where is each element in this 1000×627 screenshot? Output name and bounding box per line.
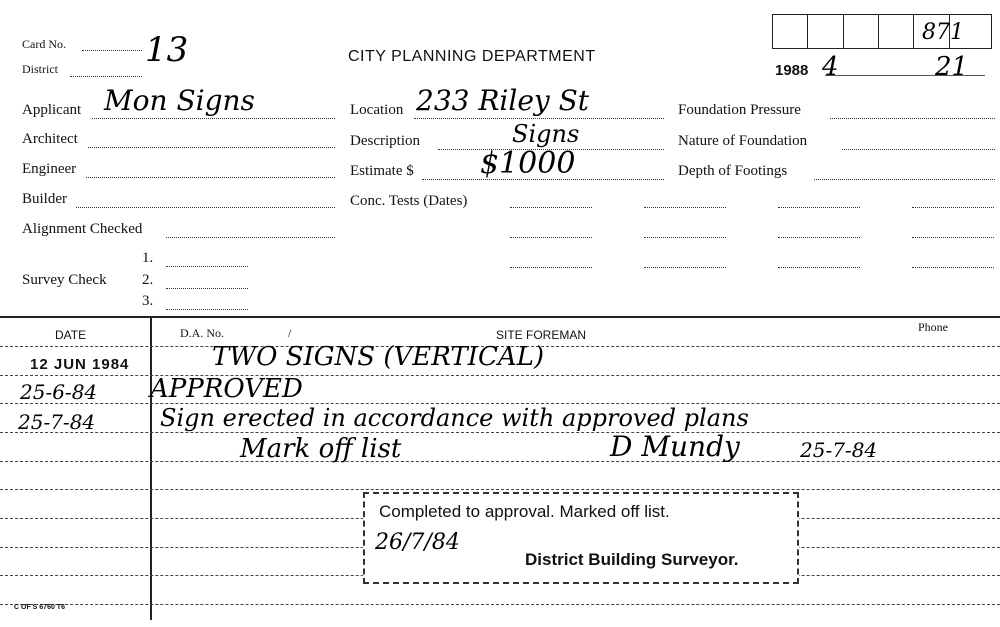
box-sub: 21: [935, 52, 969, 82]
year-print: 1988: [775, 62, 809, 79]
approval-stamp: [363, 492, 799, 584]
conc-date-line: [778, 267, 860, 268]
card-no-value: 13: [145, 30, 189, 70]
description-value: Signs: [512, 120, 580, 148]
foreman-sig-date: 25-7-84: [800, 438, 878, 462]
foundation-pressure-line: [830, 118, 995, 119]
log-entry-text: TWO SIGNS (VERTICAL): [212, 342, 545, 372]
conc-date-line: [644, 207, 726, 208]
log-rule: [0, 432, 1000, 433]
location-line: [414, 118, 664, 119]
alignment-line: [166, 237, 335, 238]
survey-line-3: [166, 309, 248, 310]
conc-date-line: [644, 267, 726, 268]
conc-date-line: [644, 237, 726, 238]
engineer-line: [86, 177, 335, 178]
district-label: District: [22, 62, 58, 76]
location-label: Location: [350, 102, 404, 118]
log-entry-date: 12 JUN 1984: [30, 356, 130, 373]
year-hand: 4: [822, 52, 839, 82]
department-title: CITY PLANNING DEPARTMENT: [348, 48, 596, 65]
depth-of-footings-line: [814, 179, 995, 180]
alignment-label: Alignment Checked: [22, 221, 143, 237]
conc-date-line: [510, 267, 592, 268]
log-entry-date: 25-6-84: [20, 380, 98, 404]
conc-date-line: [510, 237, 592, 238]
conc-date-line: [778, 237, 860, 238]
log-entry-date: 25-7-84: [18, 410, 96, 434]
district-line: [70, 76, 142, 77]
log-rule: [0, 604, 1000, 605]
log-rule: [0, 489, 1000, 490]
foreman-signature: D Mundy: [610, 430, 740, 463]
foundation-pressure-label: Foundation Pressure: [678, 102, 801, 118]
conc-date-line: [510, 207, 592, 208]
conc-date-line: [912, 237, 994, 238]
applicant-line: [92, 118, 335, 119]
depth-of-footings-label: Depth of Footings: [678, 163, 788, 179]
conc-tests-label: Conc. Tests (Dates): [350, 193, 468, 209]
card-no-label: Card No.: [22, 37, 66, 51]
description-label: Description: [350, 133, 420, 149]
stamp-signature-date: 26/7/84: [375, 530, 460, 555]
survey-num-1: 1.: [142, 250, 154, 266]
location-value: 233 Riley St: [416, 84, 590, 117]
engineer-label: Engineer: [22, 161, 77, 177]
log-header-site-foreman: SITE FOREMAN: [496, 328, 587, 342]
log-entry-text: Sign erected in accordance with approved plans: [160, 404, 749, 432]
conc-date-line: [778, 207, 860, 208]
form-code: C OF S 6760 T6: [14, 604, 65, 611]
nature-of-foundation-label: Nature of Foundation: [678, 133, 808, 149]
survey-line-2: [166, 288, 248, 289]
survey-num-3: 3.: [142, 293, 154, 309]
builder-line: [76, 207, 335, 208]
log-entry-text: APPROVED: [150, 374, 303, 404]
estimate-label: Estimate $: [350, 163, 414, 179]
survey-line-1: [166, 266, 248, 267]
builder-label: Builder: [22, 191, 67, 207]
log-header-phone: Phone: [918, 320, 948, 334]
log-entry-text: Mark off list: [240, 434, 402, 464]
card-no-line: [82, 50, 142, 51]
nature-of-foundation-line: [842, 149, 995, 150]
log-header-date: DATE: [55, 328, 87, 342]
architect-line: [88, 147, 335, 148]
box-number: 871: [922, 20, 964, 45]
estimate-value: $1000: [480, 146, 576, 181]
conc-date-line: [912, 207, 994, 208]
conc-date-line: [912, 267, 994, 268]
log-header-da-no: D.A. No.: [180, 326, 224, 340]
log-header-slash: /: [288, 326, 292, 340]
applicant-label: Applicant: [22, 102, 82, 118]
survey-label: Survey Check: [22, 272, 107, 288]
stamp-completed-text: Completed to approval. Marked off list.: [379, 502, 670, 521]
stamp-surveyor-text: District Building Surveyor.: [525, 550, 739, 569]
architect-label: Architect: [22, 131, 78, 147]
survey-num-2: 2.: [142, 272, 154, 288]
applicant-value: Mon Signs: [104, 84, 255, 117]
